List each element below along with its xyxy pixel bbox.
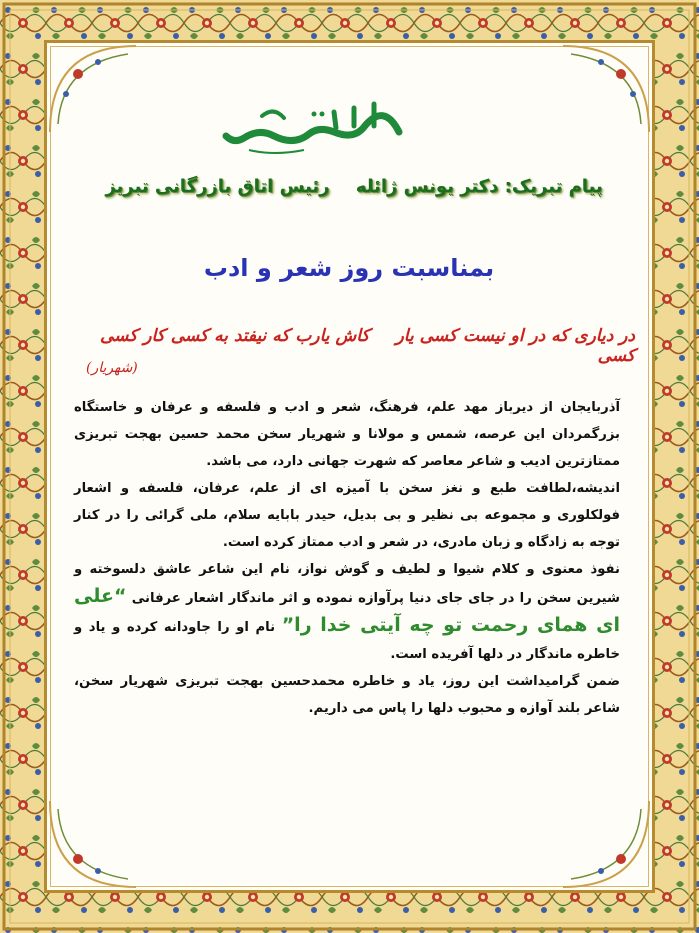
message-body [74, 394, 620, 722]
occasion-title: بمناسبت روز شعر و ادب [203, 254, 495, 282]
body-paragraph-4: ضمن گرامیداشت این روز، یاد و خاطره محمدحسین بهجت تبریزی شهریار سخن، شاعر بلند آوازه و محبوب دلها را پاس می داریم. [74, 674, 620, 716]
card-content [64, 64, 635, 864]
body-paragraph-3 [74, 556, 620, 668]
verse-line-right: در دیاری که در او نیست کسی یار کسی [395, 326, 635, 366]
poet-attribution: (شهریار) [86, 360, 138, 376]
body-paragraph-3-end: نام او را جاودانه کرده و یاد و خاطره ماندگار در دلها آفریده است. [74, 620, 620, 662]
header-line [84, 176, 624, 197]
highlighted-verse-quote: “علی ای همای رحمت تو چه آیتی خدا را” [74, 585, 621, 636]
basmala-calligraphy-icon [214, 92, 414, 162]
body-paragraph-1: آذربایجان از دیرباز مهد علم، فرهنگ، شعر و ادب و فلسفه و عرفان و خاستگاه بزرگمردان این عرصه، شمس و مولانا و شهریار سخن محمد حسین بهجت تبریزی ممتازترین ادیب و شاعر معاصر که شهرت جهانی دارد، می باشد. [74, 400, 620, 469]
verse-line-left: کاش یارب که نیفتد به کسی کار کسی [100, 326, 370, 346]
message-label: پیام تبریک: دکتر یونس ژائله [355, 176, 603, 197]
body-paragraph-2: اندیشه،لطافت طبع و نغز سخن با آمیزه ای از علم، عرفان، فلسفه و اشعار فولکلوری و مجموعه بی نظیر و بی بدیل، حیدر بابایه سلام، ملی گرائی را در کنار توجه به زادگاه و زبان مادری، در شعر و ادب ممتاز کرده است. [74, 481, 620, 550]
body-paragraph-3-start: نفوذ معنوی و کلام شیوا و لطیف و گوش نواز، نام این شاعر عاشق دلسوخته و شیرین سخن را در جای جای دنیا پرآوازه نموده و اثر ماندگار اشعار عرفانی [74, 562, 620, 606]
position-title: رئیس اتاق بازرگانی تبریز [105, 176, 330, 197]
